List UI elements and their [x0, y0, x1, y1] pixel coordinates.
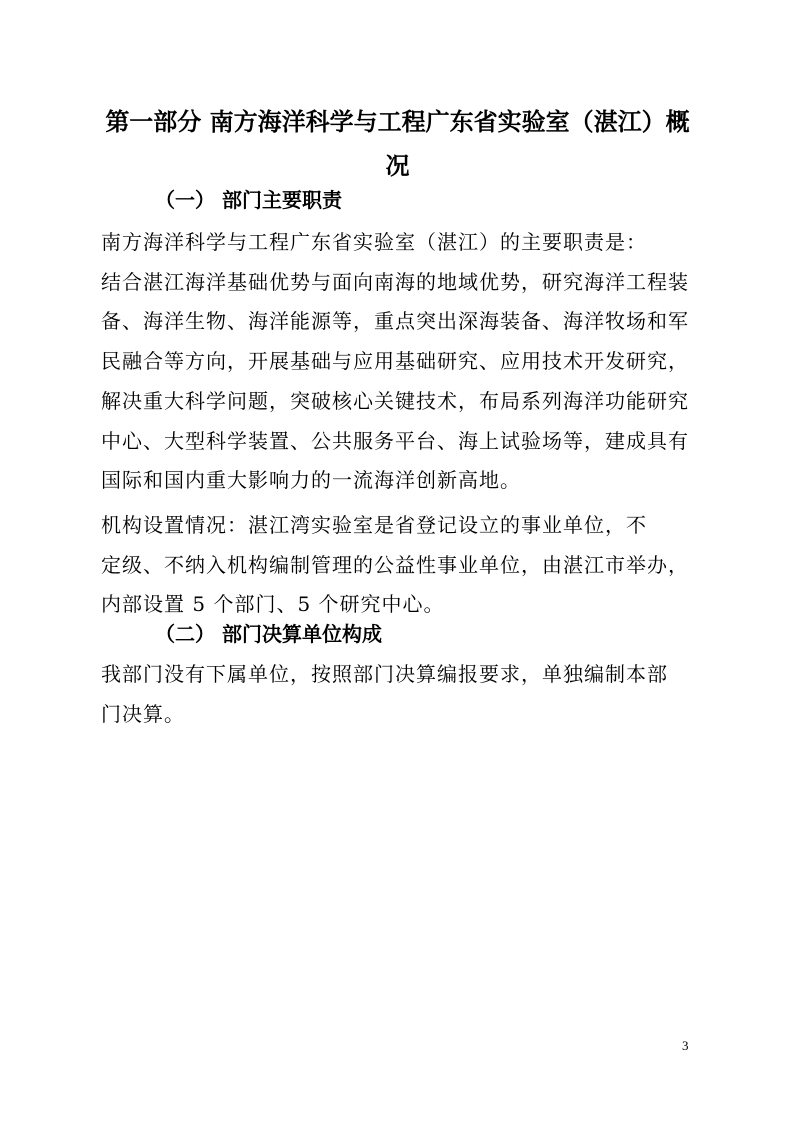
paragraph-line: 定级、不纳入机构编制管理的公益性事业单位，由湛江市举办， [101, 552, 689, 577]
duties-paragraph [101, 223, 701, 501]
paragraph-line: 民融合等方向，开展基础与应用基础研究、应用技术开发研究， [101, 349, 689, 374]
page-title-line: 第一部分 南方海洋科学与工程广东省实验室（湛江）概 [105, 108, 690, 136]
page-title [95, 100, 700, 188]
section-heading-duties: （一） 部门主要职责 [155, 188, 342, 212]
paragraph-line: 解决重大科学问题，突破核心关键技术，布局系列海洋功能研究 [101, 388, 689, 413]
paragraph-line: 结合湛江海洋基础优势与面向南海的地域优势，研究海洋工程装 [101, 269, 689, 294]
organization-paragraph [101, 506, 701, 625]
paragraph-line: 内部设置 5 个部门、5 个研究中心。 [101, 592, 445, 617]
units-paragraph [101, 655, 701, 734]
paragraph-line: 中心、大型科学装置、公共服务平台、海上试验场等，建成具有 [101, 428, 689, 453]
paragraph-line: 备、海洋生物、海洋能源等，重点突出深海装备、海洋牧场和军 [101, 309, 689, 334]
paragraph-line: 门决算。 [101, 701, 185, 726]
page-number: 3 [682, 1038, 689, 1053]
page-title-line: 况 [385, 152, 410, 180]
paragraph-line: 南方海洋科学与工程广东省实验室（湛江）的主要职责是： [101, 230, 647, 254]
paragraph-line: 机构设置情况：湛江湾实验室是省登记设立的事业单位，不 [101, 513, 647, 537]
section-heading-units: （二） 部门决算单位构成 [155, 622, 382, 646]
paragraph-line: 国际和国内重大影响力的一流海洋创新高地。 [101, 468, 521, 493]
paragraph-line: 我部门没有下属单位，按照部门决算编报要求，单独编制本部 [101, 662, 668, 686]
